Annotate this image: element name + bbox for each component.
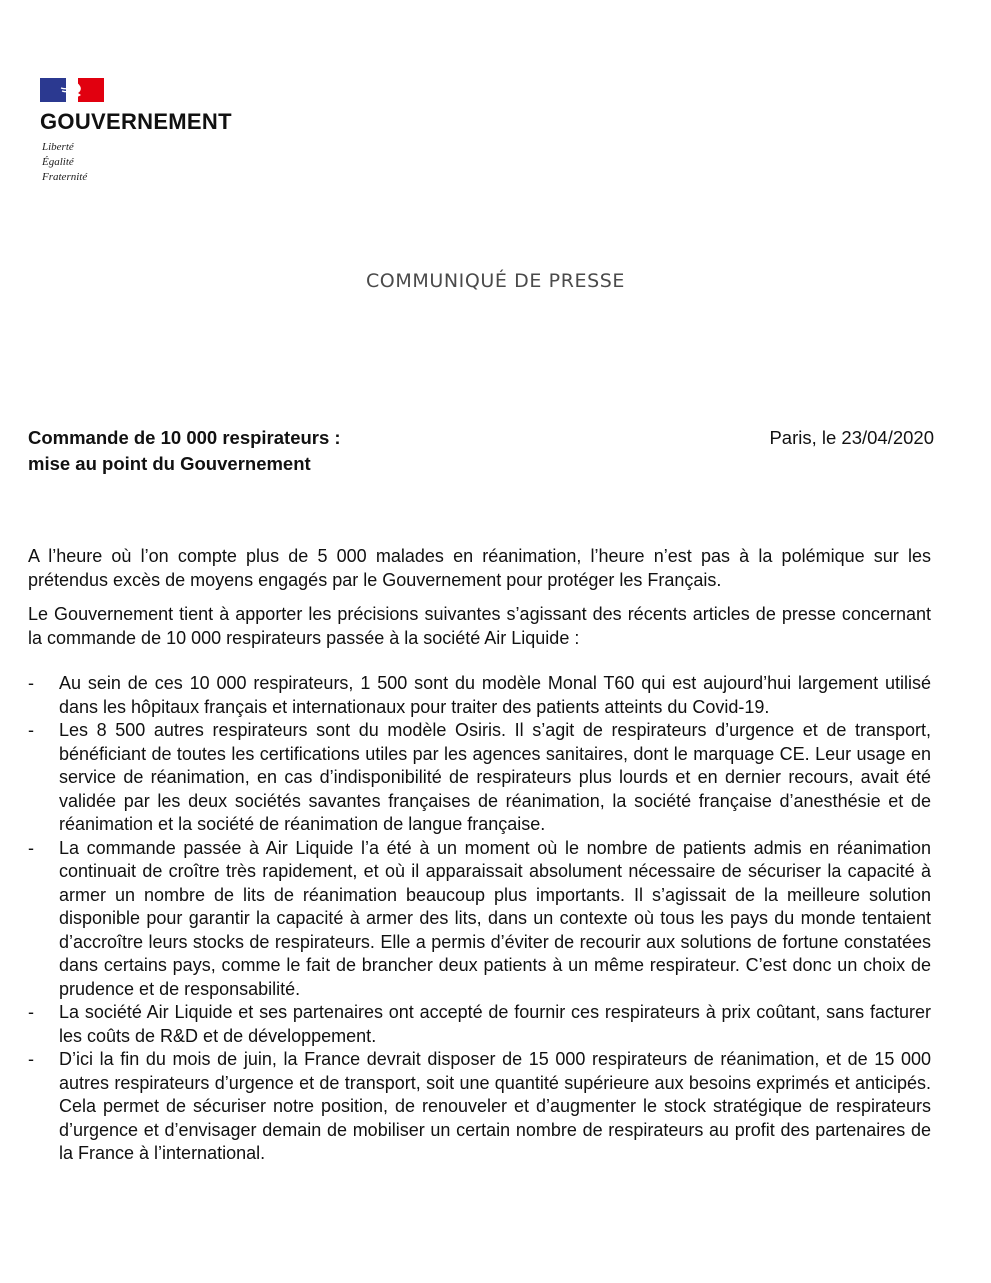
list-item: [28, 1048, 931, 1166]
release-body: [28, 545, 931, 1166]
body-paragraph: Le Gouvernement tient à apporter les précisions suivantes s’agissant des récents articles de presse concernant la commande de 10 000 respirateurs passée à la société Air Liquide :: [28, 604, 931, 648]
bullet-marker: -: [28, 1002, 34, 1022]
release-title-line-2: mise au point du Gouvernement: [28, 453, 311, 474]
list-item: [28, 837, 931, 1002]
government-logo: [40, 78, 232, 183]
list-item-text: Les 8 500 autres respirateurs sont du modèle Osiris. Il s’agit de respirateurs d’urgence et de transport, bénéficiant de toutes les certifications utiles par les agences sanitaires, dont le marquage CE. Leur usage en service de réanimation, en cas d’indisponibilité de respirateurs plus lourds et en dernier recours, avait été validée par les deux sociétés savantes françaises de réanimation, la société française d’anesthésie et de réanimation et la société de réanimation de langue française.: [59, 720, 931, 834]
motto-liberte: Liberté: [42, 141, 74, 153]
list-item: [28, 1001, 931, 1048]
government-wordmark: GOUVERNEMENT: [40, 109, 232, 134]
release-date: Paris, le 23/04/2020: [769, 427, 934, 448]
list-item: [28, 672, 931, 719]
republic-motto: [42, 140, 87, 185]
list-item-text: Au sein de ces 10 000 respirateurs, 1 500 sont du modèle Monal T60 qui est aujourd’hui largement utilisé dans les hôpitaux français et internationaux pour traiter des patients atteints du Covid-19.: [59, 673, 931, 717]
motto-fraternite: Fraternité: [42, 171, 88, 183]
bullet-list: [28, 672, 931, 1166]
body-paragraph: A l’heure où l’on compte plus de 5 000 malades en réanimation, l’heure n’est pas à la polémique sur les prétendus excès de moyens engagés par le Gouvernement pour protéger les Français.: [28, 546, 931, 590]
list-item-text: D’ici la fin du mois de juin, la France devrait disposer de 15 000 respirateurs de réanimation, et de 15 000 autres respirateurs d’urgence et de transport, soit une quantité supérieure aux besoins exprimés et anticipés. Cela permet de sécuriser notre position, de renouveler et d’augmenter le stock stratégique de respirateurs d’urgence et d’envisager demain de mobiliser un certain nombre de respirateurs au profit des partenaires de la France à l’international.: [59, 1049, 931, 1163]
bullet-marker: -: [28, 673, 34, 693]
motto-egalite: Égalité: [42, 156, 74, 168]
list-item: [28, 719, 931, 837]
bullet-marker: -: [28, 837, 34, 858]
document-type-heading: COMMUNIQUÉ DE PRESSE: [365, 270, 626, 292]
list-item-text: La société Air Liquide et ses partenaires ont accepté de fournir ces respirateurs à prix coûtant, sans facturer les coûts de R&D et de développement.: [59, 1002, 931, 1046]
list-item-text: La commande passée à Air Liquide l’a été à un moment où le nombre de patients admis en réanimation continuait de croître très rapidement, et où il apparaissait absolument nécessaire de sécuriser la capacité à armer un nombre de lits de réanimation beaucoup plus importants. Il s’agissait de la meilleure solution disponible pour garantir la capacité à armer des lits, dans un contexte où tous les pays du monde tentaient d’accroître leurs stocks de respirateurs. Elle a permis d’éviter de recourir aux solutions de fortune constatées dans certains pays, comme le fait de brancher deux patients à un même respirateur. C’est donc un choix de prudence et de responsabilité.: [59, 837, 931, 999]
release-title-line-1: Commande de 10 000 respirateurs :: [28, 427, 341, 448]
bullet-marker: -: [28, 720, 34, 740]
bullet-marker: -: [28, 1049, 34, 1069]
marianne-profile-icon: [58, 80, 88, 100]
release-title: [28, 425, 341, 477]
marianne-flag-icon: [40, 78, 104, 102]
